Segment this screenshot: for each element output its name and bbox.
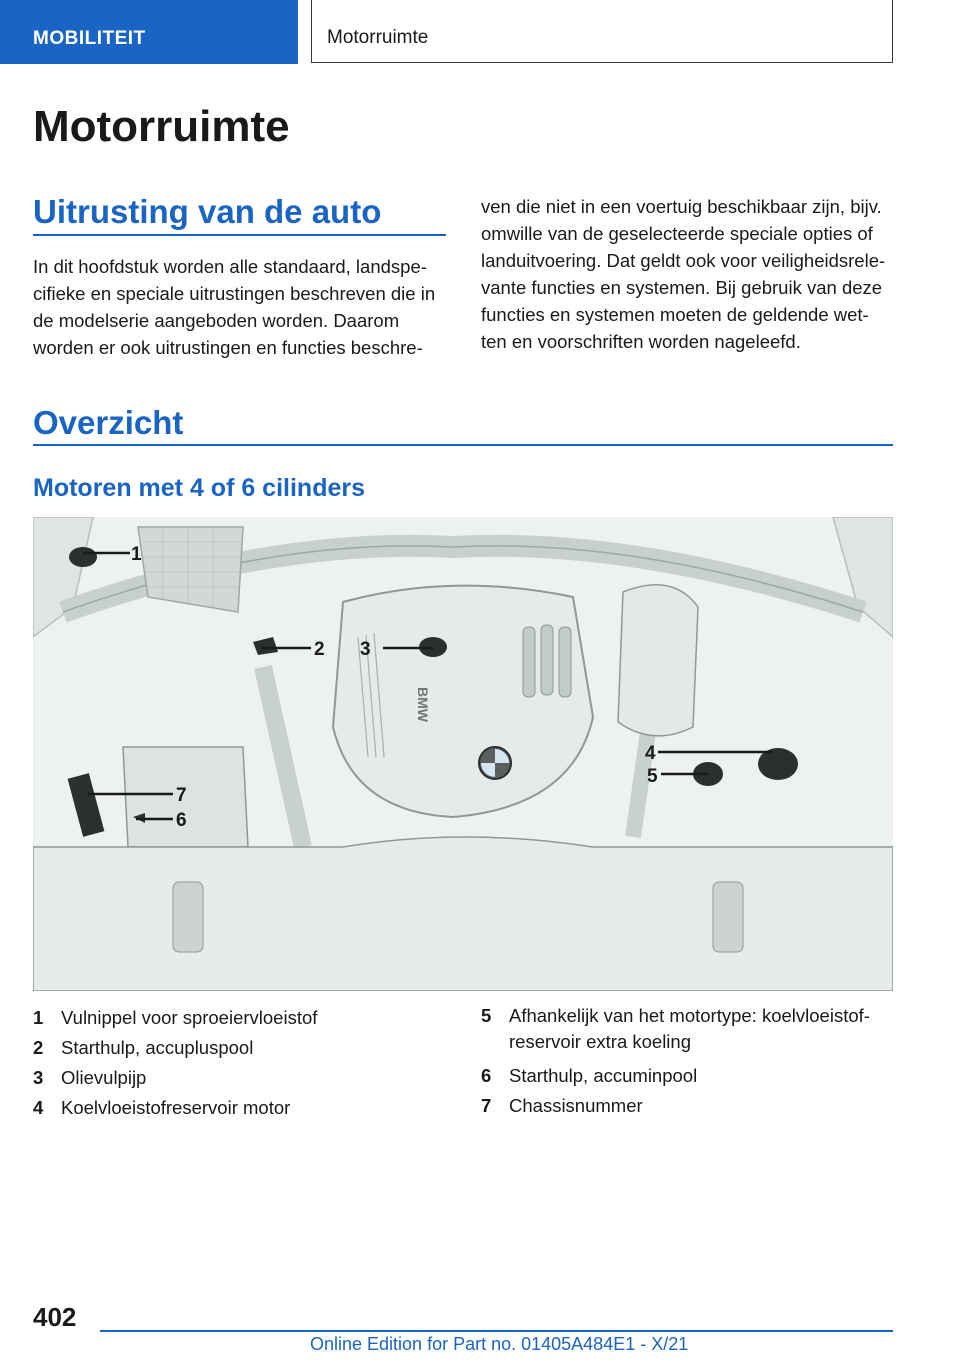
legend-number: 1 <box>33 1007 44 1028</box>
engine-bay-illustration <box>33 517 893 991</box>
engine-cover-text: BMW <box>415 687 431 722</box>
legend-text: Olievulpijp <box>61 1067 147 1088</box>
footer-rule <box>100 1330 893 1332</box>
legend-text: Starthulp, accuminpool <box>509 1065 698 1086</box>
legend-item <box>481 1091 901 1121</box>
legend-number: 4 <box>33 1097 44 1118</box>
legend-right <box>481 1003 901 1121</box>
callout-2: 2 <box>314 639 325 660</box>
chapter-label: Motorruimte <box>327 27 429 48</box>
overview-heading: Overzicht <box>33 404 184 441</box>
legend-text: Afhankelijk van het motortype: koelvloeistof- reservoir extra koeling <box>509 1005 870 1052</box>
legend-text: Starthulp, accupluspool <box>61 1037 254 1058</box>
page-number: 402 <box>33 1302 77 1332</box>
page-title: Motorruimte <box>33 102 290 151</box>
legend-item <box>33 1093 453 1123</box>
legend-text: Koelvloeistofreservoir motor <box>61 1097 291 1118</box>
legend-number: 6 <box>481 1065 492 1086</box>
callout-6: 6 <box>176 810 187 831</box>
legend-number: 2 <box>33 1037 44 1058</box>
equipment-heading: Uitrusting van de auto <box>33 193 382 230</box>
chapter-box <box>311 0 893 63</box>
legend-item <box>481 1061 901 1091</box>
section-label: MOBILITEIT <box>33 28 146 49</box>
legend-item <box>33 1063 453 1093</box>
equipment-rule <box>33 234 446 236</box>
legend-number: 7 <box>481 1095 492 1116</box>
callout-4: 4 <box>645 743 656 764</box>
legend-item <box>33 1033 453 1063</box>
section-tab <box>0 0 298 64</box>
legend-number: 5 <box>481 1005 492 1026</box>
equipment-text-right: ven die niet in een voertuig beschikbaar zijn, bijv. omwille van de geselecteerde speciale opties of landuitvoering. Dat geldt ook voor veiligheidsrele- vante functies en systemen. Bij gebruik van deze functies en systemen moeten de geldende wet- ten en voorschriften worden nageleefd. <box>481 196 886 352</box>
overview-rule <box>33 444 893 446</box>
legend-text: Chassisnummer <box>509 1095 643 1116</box>
engine-bay-drawing <box>33 517 893 991</box>
legend-item <box>481 1003 901 1055</box>
legend-left <box>33 1003 453 1123</box>
legend-number: 3 <box>33 1067 44 1088</box>
callout-1: 1 <box>131 544 142 565</box>
callout-5: 5 <box>647 766 658 787</box>
equipment-text-left: In dit hoofdstuk worden alle standaard, landspe- cifieke en speciale uitrustingen beschreven die in de modelserie aangeboden worden. Daarom worden er ook uitrustingen en functies beschre- <box>33 256 436 358</box>
callout-3: 3 <box>360 639 371 660</box>
legend-item <box>33 1003 453 1033</box>
engine-subheading: Motoren met 4 of 6 cilinders <box>33 474 366 502</box>
footer-edition: Online Edition for Part no. 01405A484E1 - X/21 <box>310 1334 689 1354</box>
legend-text: Vulnippel voor sproeiervloeistof <box>61 1007 318 1028</box>
callout-7: 7 <box>176 785 187 806</box>
